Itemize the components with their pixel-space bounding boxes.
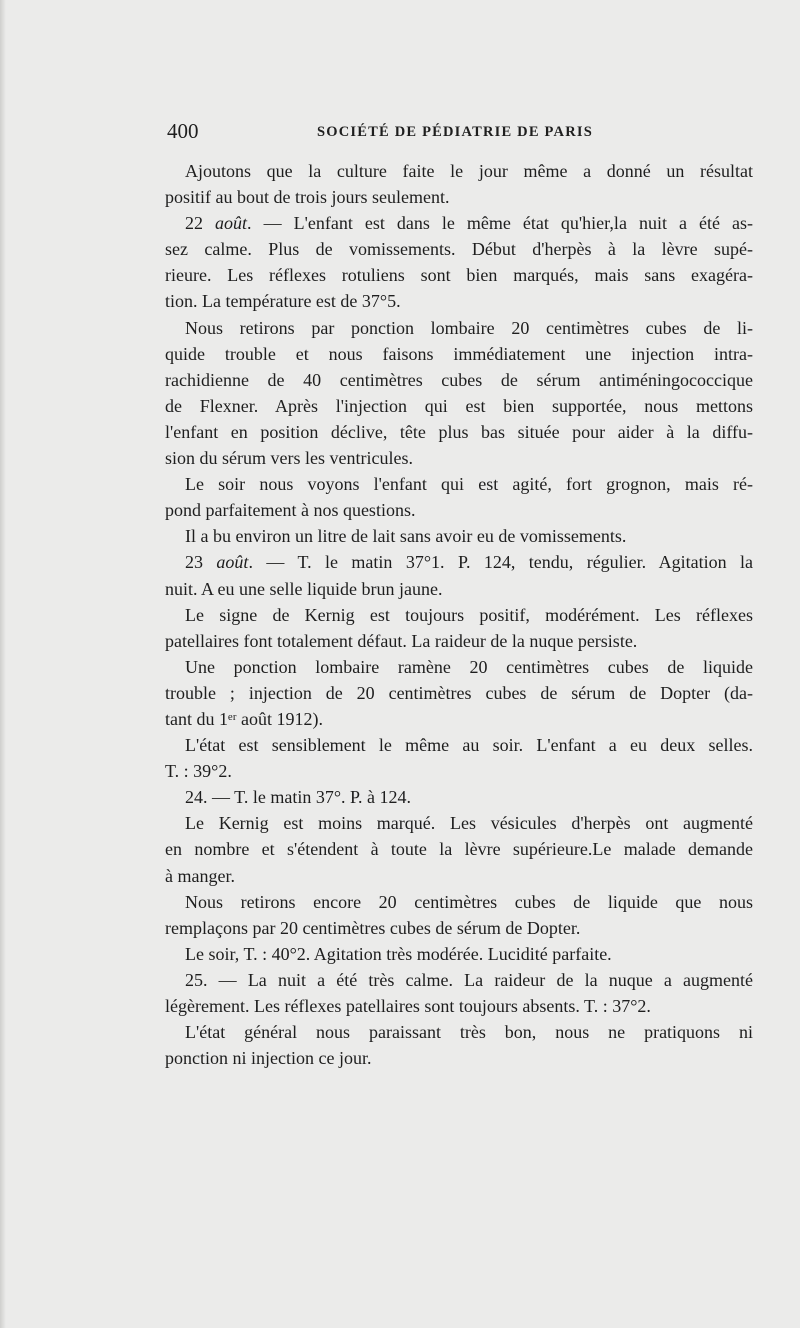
text-line: rachidienne de 40 centimètres cubes de sérum antiméningococcique bbox=[165, 369, 753, 390]
text-line: 23 août. — T. le matin 37°1. P. 124, tendu, régulier. Agitation la bbox=[185, 552, 753, 573]
paragraph bbox=[165, 889, 753, 941]
paragraph bbox=[165, 967, 753, 1019]
text-line: T. : 39°2. bbox=[165, 761, 232, 782]
paragraph bbox=[165, 732, 753, 784]
text-line: nuit. A eu une selle liquide brun jaune. bbox=[165, 578, 443, 599]
text-line: Ajoutons que la culture faite le jour même a donné un résultat bbox=[185, 161, 753, 181]
text-line: 24. — T. le matin 37°. P. à 124. bbox=[185, 787, 412, 808]
date-italic: août bbox=[215, 213, 248, 234]
text-line: de Flexner. Après l'injection qui est bien supportée, nous mettons bbox=[165, 395, 753, 416]
text-line: Le soir nous voyons l'enfant qui est agité, fort grognon, mais ré- bbox=[185, 474, 753, 495]
text-line: Le signe de Kernig est toujours positif, modérément. Les réflexes bbox=[185, 604, 753, 625]
paragraph bbox=[165, 158, 753, 210]
text-line: Une ponction lombaire ramène 20 centimètres cubes de liquide bbox=[185, 656, 753, 677]
text-line: à manger. bbox=[165, 865, 235, 886]
paragraph bbox=[165, 654, 753, 732]
paragraph bbox=[165, 471, 753, 523]
paragraph bbox=[165, 523, 753, 549]
text-line: tion. La température est de 37°5. bbox=[165, 291, 401, 312]
text-line: Le Kernig est moins marqué. Les vésicules d'herpès ont augmenté bbox=[185, 813, 753, 834]
text-line: ponction ni injection ce jour. bbox=[165, 1048, 372, 1069]
text-line: Le soir, T. : 40°2. Agitation très modérée. Lucidité parfaite. bbox=[185, 943, 612, 964]
text-line: en nombre et s'étendent à toute la lèvre supérieure.Le malade demande bbox=[165, 839, 753, 860]
text-line: Il a bu environ un litre de lait sans avoir eu de vomissements. bbox=[185, 526, 627, 547]
text-line: l'enfant en position déclive, tête plus bas située pour aider à la diffu- bbox=[165, 421, 753, 442]
text-line: positif au bout de trois jours seulement. bbox=[165, 187, 450, 208]
paragraph bbox=[165, 1019, 753, 1071]
paragraph bbox=[165, 602, 753, 654]
page-number: 400 bbox=[167, 119, 199, 143]
text-line: patellaires font totalement défaut. La raideur de la nuque persiste. bbox=[165, 630, 638, 651]
body-text bbox=[165, 158, 753, 1071]
text-line: sion du sérum vers les ventricules. bbox=[165, 448, 413, 469]
date-italic: août bbox=[216, 552, 249, 573]
paragraph bbox=[165, 210, 753, 314]
text-line: remplaçons par 20 centimètres cubes de sérum de Dopter. bbox=[165, 917, 581, 938]
text-line: pond parfaitement à nos questions. bbox=[165, 500, 416, 521]
text-line: Nous retirons encore 20 centimètres cubes de liquide que nous bbox=[185, 891, 753, 912]
text-line: rieure. Les réflexes rotuliens sont bien marqués, mais sans exagéra- bbox=[165, 265, 753, 286]
running-header: SOCIÉTÉ DE PÉDIATRIE DE PARIS bbox=[317, 124, 593, 140]
text-line: 22 août. — L'enfant est dans le même état qu'hier,la nuit a été as- bbox=[185, 213, 753, 234]
text-line: trouble ; injection de 20 centimètres cubes de sérum de Dopter (da- bbox=[165, 682, 753, 703]
text-line: 25. — La nuit a été très calme. La raideur de la nuque a augmenté bbox=[185, 969, 753, 990]
paragraph bbox=[165, 315, 753, 472]
text-line: L'état général nous paraissant très bon, nous ne pratiquons ni bbox=[185, 1022, 753, 1043]
text-line: L'état est sensiblement le même au soir. L'enfant a eu deux selles. bbox=[185, 735, 753, 756]
text-line: légèrement. Les réflexes patellaires sont toujours absents. T. : 37°2. bbox=[165, 996, 651, 1016]
text-line: quide trouble et nous faisons immédiatement une injection intra- bbox=[165, 343, 753, 364]
paragraph bbox=[165, 941, 753, 967]
paragraph bbox=[165, 810, 753, 888]
text-line: tant du 1ᵉʳ août 1912). bbox=[165, 708, 324, 729]
text-line: sez calme. Plus de vomissements. Début d'herpès à la lèvre supé- bbox=[165, 239, 753, 260]
text-line: Nous retirons par ponction lombaire 20 centimètres cubes de li- bbox=[185, 317, 753, 338]
paragraph bbox=[165, 549, 753, 601]
page-edge-shadow bbox=[0, 0, 6, 1328]
paragraph bbox=[165, 784, 753, 810]
